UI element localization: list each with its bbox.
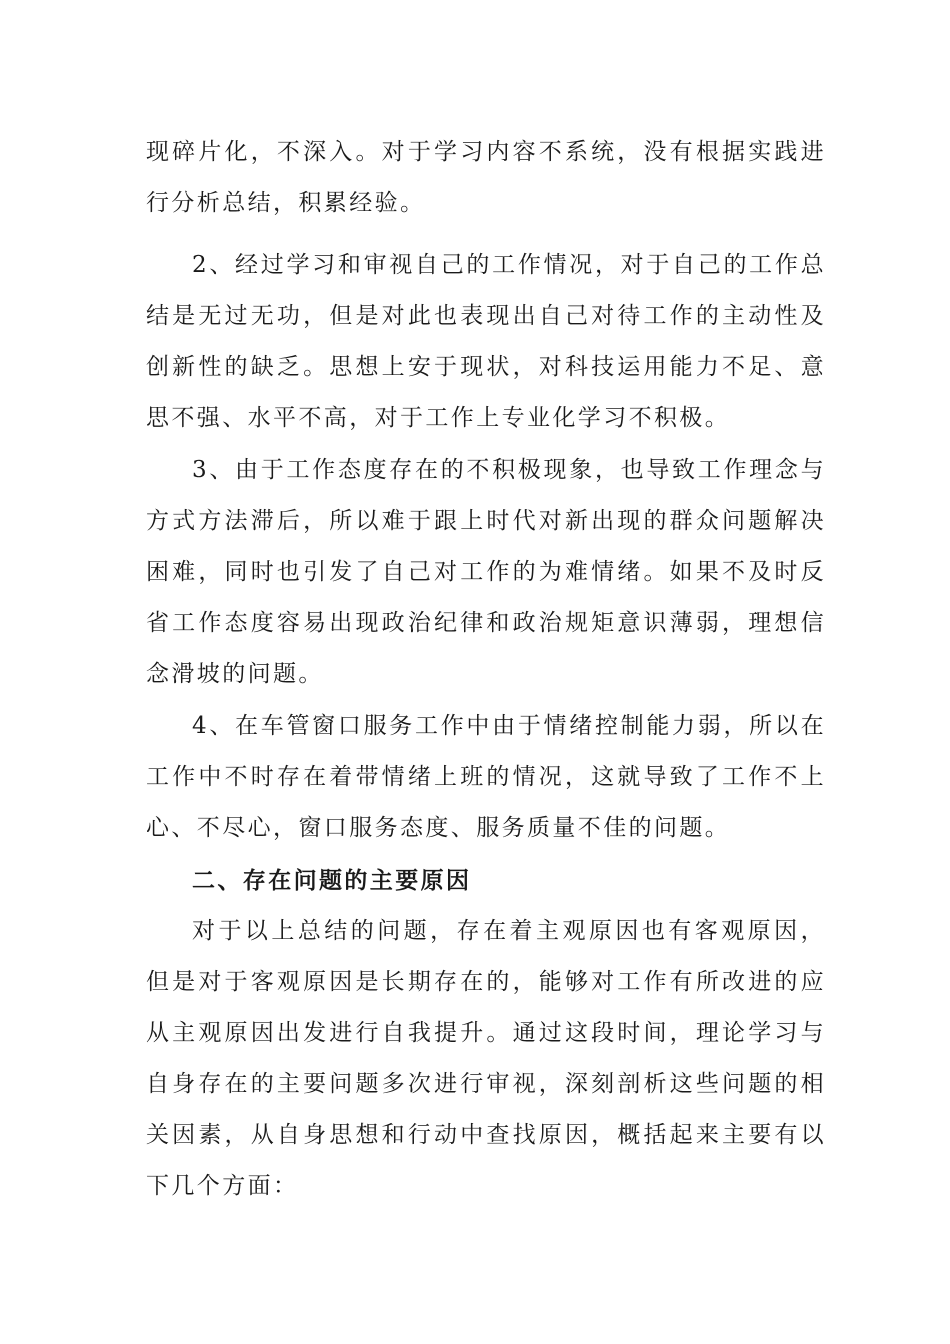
section-heading: 二、存在问题的主要原因 bbox=[192, 867, 472, 894]
section-paragraph: 对于以上总结的问题，存在着主观原因也有客观原因，但是对于客观原因是长期存在的，能够对工作有所改进的应从主观原因出发进行自我提升。通过这段时间，理论学习与自身存在的主要问题多次进行审视，深刻剖析这些问题的相关因素，从自身思想和行动中查找原因，概括起来主要有以下几个方面： bbox=[146, 918, 826, 1199]
paragraph-item-2: 2、经过学习和审视自己的工作情况，对于自己的工作总结是无过无功，但是对此也表现出自己对待工作的主动性及创新性的缺乏。思想上安于现状，对科技运用能力不足、意思不强、水平不高，对于工作上专业化学习不积极。 bbox=[146, 252, 826, 431]
paragraph-item-4: 4、在车管窗口服务工作中由于情绪控制能力弱，所以在工作中不时存在着带情绪上班的情况，这就导致了工作不上心、不尽心，窗口服务态度、服务质量不佳的问题。 bbox=[146, 713, 826, 841]
paragraph-item-3: 3、由于工作态度存在的不积极现象，也导致工作理念与方式方法滞后，所以难于跟上时代对新出现的群众问题解决困难，同时也引发了自己对工作的为难情绪。如果不及时反省工作态度容易出现政治纪律和政治规矩意识薄弱，理想信念滑坡的问题。 bbox=[146, 457, 826, 687]
paragraph-continuation: 现碎片化，不深入。对于学习内容不系统，没有根据实践进行分析总结，积累经验。 bbox=[146, 139, 826, 216]
